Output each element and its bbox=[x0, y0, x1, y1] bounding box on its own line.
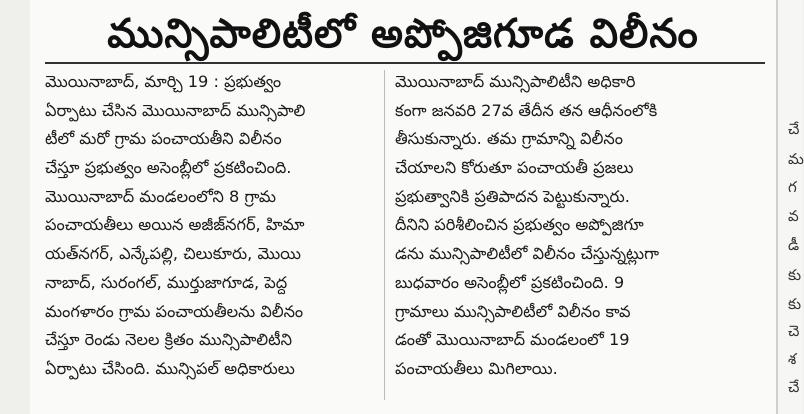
adjacent-article-fragment: శ bbox=[788, 350, 797, 368]
adjacent-article-fragment: డీ bbox=[788, 236, 800, 254]
article-column-right bbox=[395, 68, 735, 384]
article-line: ప్రభుత్వానికి ప్రతిపాదన పెట్టుకున్నారు. bbox=[395, 186, 630, 206]
adjacent-article-fragment: కు bbox=[788, 295, 802, 313]
adjacent-article-fragment: చే bbox=[788, 120, 800, 138]
article-column-left bbox=[45, 68, 385, 384]
adjacent-article-strip bbox=[776, 0, 802, 414]
article-line: ఏర్పాటు చేసింది. మున్సిపల్ అధికారులు bbox=[45, 358, 295, 378]
column-divider bbox=[384, 70, 385, 400]
left-page-margin bbox=[0, 0, 30, 414]
article-line: మొయినాబాద్ మున్సిపాలిటీని అధికారి bbox=[395, 72, 636, 91]
article-line: చేయాలని కోరుతూ పంచాయతీ ప్రజలు bbox=[395, 158, 634, 178]
article-line: చేస్తూ రెండు నెలల క్రితం మున్సిపాలిటీని bbox=[45, 330, 293, 350]
article-line: డను మున్సిపాలిటీలో విలీనం చేస్తున్నట్లుగా bbox=[395, 244, 660, 264]
article-line: టీలో మరో గ్రామ పంచాయతీని విలీనం bbox=[45, 129, 282, 149]
article-line: గ్రామాలు మున్సిపాలిటీలో విలీనం కావ bbox=[395, 301, 631, 321]
adjacent-article-fragment: గ bbox=[788, 178, 797, 196]
article-line: మొయినాబాద్, మార్చి 19 : ప్రభుత్వం bbox=[45, 72, 282, 91]
article-line: బుధవారం అసెంబ్లీలో ప్రకటించింది. 9 bbox=[395, 272, 625, 292]
adjacent-article-fragment: వ bbox=[788, 207, 799, 225]
article-line: తీసుకున్నారు. తమ గ్రామాన్ని విలీనం bbox=[395, 129, 623, 149]
article-line: డంతో మొయినాబాద్ మండలంలో 19 bbox=[395, 330, 630, 350]
article-line: చేస్తూ ప్రభుత్వం అసెంబ్లీలో ప్రకటించింది. bbox=[45, 158, 292, 178]
article-line: పంచాయతీలు అయిన అజీజ్‌నగర్, హిమా bbox=[45, 215, 305, 235]
article-line: నాబాద్, సురంగల్, ముర్తుజాగూడ, పెద్ద bbox=[45, 272, 288, 292]
headline: మున్సిపాలిటీలో అప్పోజిగూడ విలీనం bbox=[107, 11, 699, 57]
adjacent-article-fragment: చె bbox=[788, 322, 800, 340]
headline-rule bbox=[45, 62, 765, 64]
adjacent-article-fragment: కు bbox=[788, 266, 802, 284]
article-line: మొయినాబాద్ మండలంలోని 8 గ్రామ bbox=[45, 186, 277, 206]
article-line: మంగళారం గ్రామ పంచాయతీలను విలీనం bbox=[45, 301, 304, 321]
adjacent-article-fragment: మ bbox=[788, 150, 804, 168]
article-line: కంగా జనవరి 27వ తేదీన తన ఆధీనంలోకి bbox=[395, 100, 658, 120]
adjacent-article-fragment: చే bbox=[788, 378, 800, 396]
article-line: దీనిని పరిశీలించిన ప్రభుత్వం అప్పోజిగూ bbox=[395, 215, 644, 235]
article-line: పంచాయతీలు మిగిలాయి. bbox=[395, 358, 558, 378]
article-line: యత్‌నగర్, ఎన్కేపల్లి, చిలుకూరు, మొయి bbox=[45, 244, 301, 264]
article-line: ఏర్పాటు చేసిన మొయినాబాద్ మున్సిపాలి bbox=[45, 100, 306, 120]
